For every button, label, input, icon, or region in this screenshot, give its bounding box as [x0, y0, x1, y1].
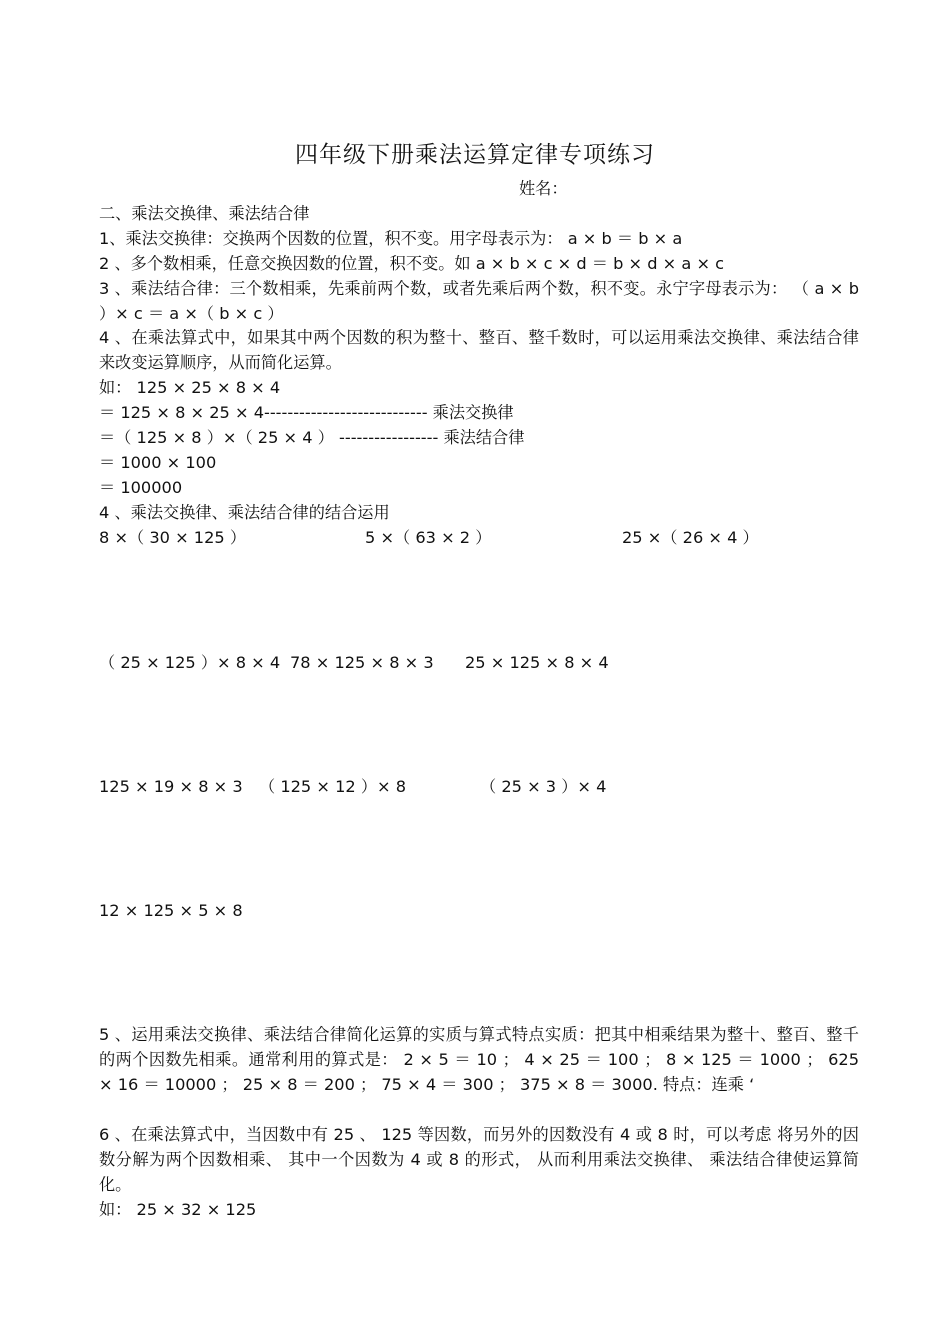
exercise-1-2: 5 ×（ 63 × 2 ）	[365, 528, 492, 547]
example-line-4: ＝ 1000 × 100	[99, 453, 217, 472]
exercise-1-3: 25 ×（ 26 × 4 ）	[622, 528, 759, 547]
exercise-3-1: 125 × 19 × 8 × 3	[99, 777, 243, 796]
example-line-2: ＝ 125 × 8 × 25 × 4---------------------------- 乘法交换律	[99, 403, 514, 422]
name-label: 姓名：	[519, 179, 568, 198]
exercise-1-1: 8 ×（ 30 × 125 ）	[99, 528, 247, 547]
exercise-2-1: （ 25 × 125 ）× 8 × 4	[99, 653, 281, 672]
example-2: 如： 25 × 32 × 125	[99, 1200, 257, 1219]
exercise-4-1: 12 × 125 × 5 × 8	[99, 901, 243, 920]
exercise-2-2: 78 × 125 × 8 × 3	[290, 653, 434, 672]
exercise-2-3: 25 × 125 × 8 × 4	[465, 653, 609, 672]
rule-1: 1、乘法交换律：交换两个因数的位置，积不变。用字母表示为： a × b ＝ b × a	[99, 229, 683, 248]
example-line-1: 如： 125 × 25 × 8 × 4	[99, 378, 281, 397]
note-5: 5 、运用乘法交换律、乘法结合律简化运算的实质与算式特点实质：把其中相乘结果为整十、整百、整千的两个因数先相乘。通常利用的算式是： 2 × 5 ＝ 10 ； 4 × 25 ＝ 100 ； 8 × 125 ＝ 1000 ； 625 × 16 ＝ 10000 ； 25 × 8 ＝ 200 ； 75 × 4 ＝ 300 ； 375 × 8 ＝ 3000. 特点：连乘 ‘	[99, 1025, 859, 1094]
document-title: 四年级下册乘法运算定律专项练习	[295, 142, 655, 168]
rule-3: 3 、乘法结合律：三个数相乘，先乘前两个数，或者先乘后两个数，积不变。永宁字母表示为： （ a × b ）× c ＝ a ×（ b × c ）	[99, 279, 859, 323]
exercise-3-3: （ 25 × 3 ）× 4	[480, 777, 607, 796]
example-line-3: ＝（ 125 × 8 ）×（ 25 × 4 ） ----------------- 乘法结合律	[99, 428, 525, 447]
exercise-3-2: （ 125 × 12 ）× 8	[259, 777, 407, 796]
note-6: 6 、在乘法算式中，当因数中有 25 、 125 等因数，而另外的因数没有 4 或 8 时，可以考虑 将另外的因数分解为两个因数相乘、 其中一个因数为 4 或 8 的形式， 从而利用乘法交换律、 乘法结合律使运算简化。	[99, 1125, 859, 1194]
rule-2: 2 、多个数相乘，任意交换因数的位置，积不变。如 a × b × c × d ＝ b × d × a × c	[99, 254, 725, 273]
practice-heading: 4 、乘法交换律、乘法结合律的结合运用	[99, 503, 390, 522]
rule-4: 4 、在乘法算式中，如果其中两个因数的积为整十、整百、整千数时，可以运用乘法交换律、乘法结合律来改变运算顺序，从而简化运算。	[99, 328, 859, 372]
section-heading: 二、乘法交换律、乘法结合律	[99, 204, 310, 223]
example-line-5: ＝ 100000	[99, 478, 183, 497]
